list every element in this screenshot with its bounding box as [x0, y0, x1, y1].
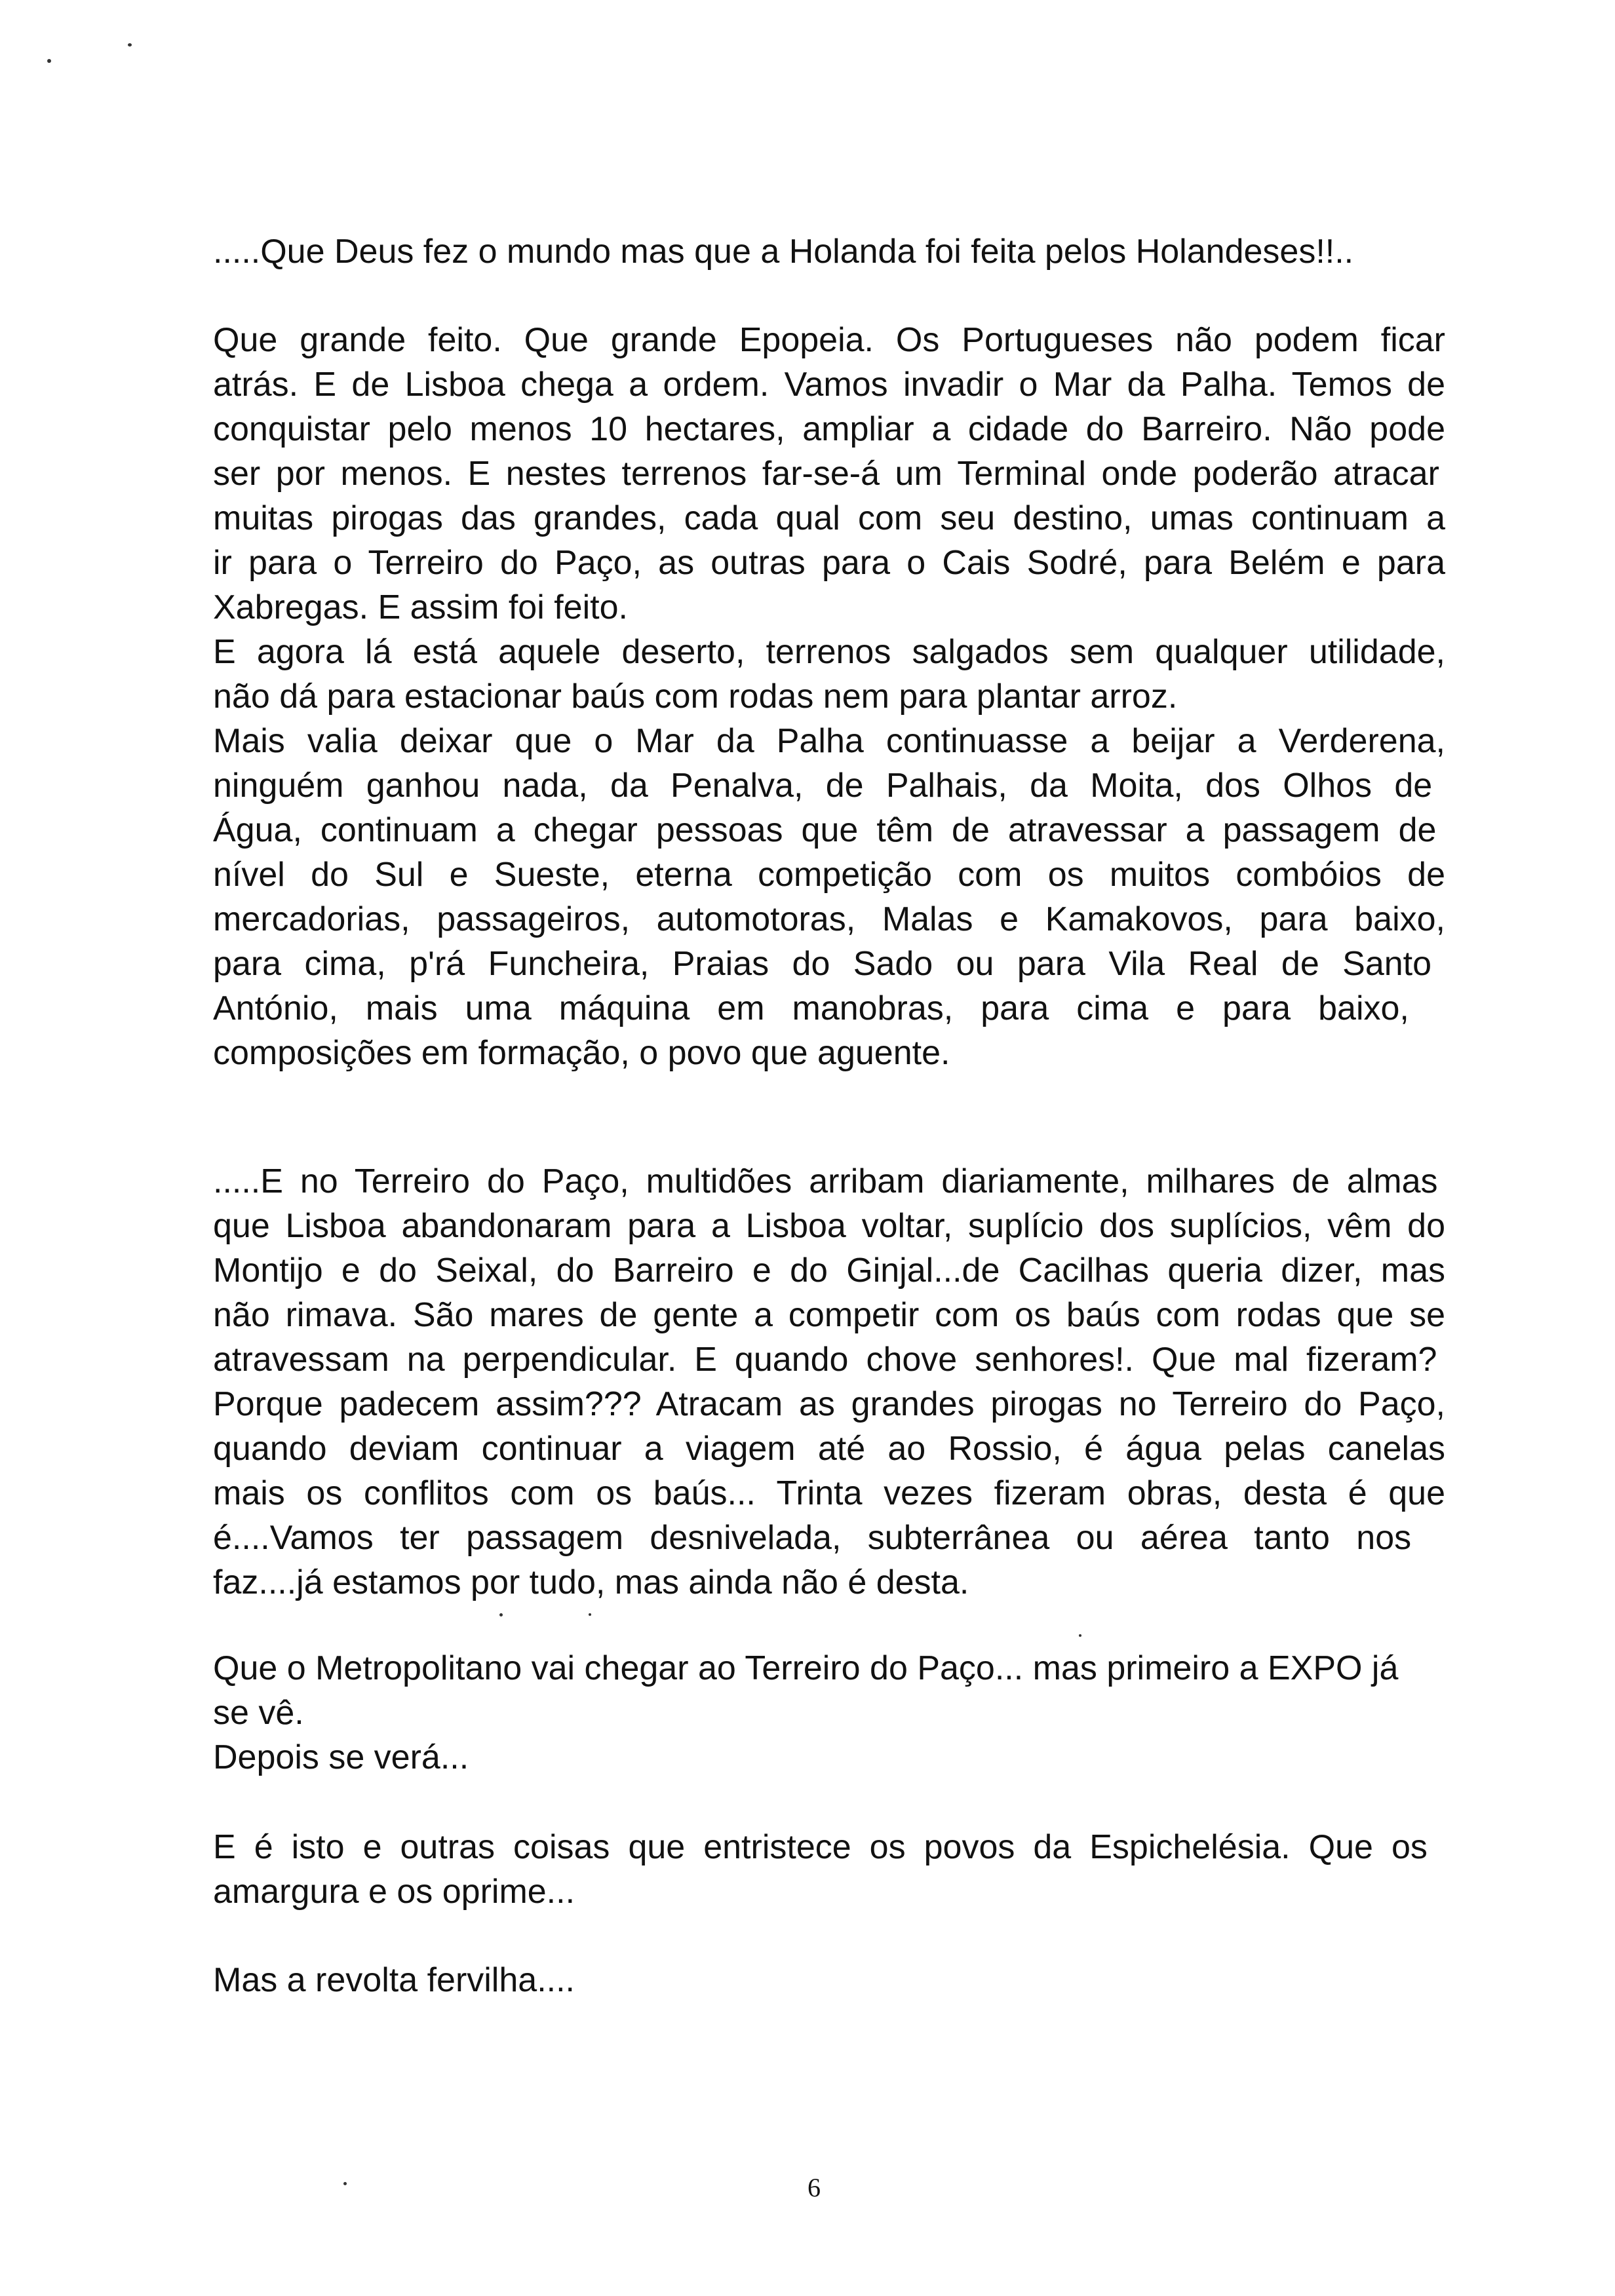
paragraph-7-line: E é isto e outras coisas que entristece os povos da Espichelésia. Que os	[213, 1828, 1428, 1866]
paragraph-1-line: muitas pirogas das grandes, cada qual com seu destino, umas continuam a	[213, 499, 1445, 537]
paragraph-3-line: para cima, p'rá Funcheira, Praias do Sado ou para Vila Real de Santo	[213, 945, 1432, 983]
paragraph-3-line: Água, continuam a chegar pessoas que têm de atravessar a passagem de	[213, 811, 1437, 849]
paragraph-4-line: faz....já estamos por tudo, mas ainda não é desta.	[213, 1563, 969, 1601]
scan-speck	[1079, 1634, 1081, 1637]
paragraph-2	[213, 630, 1445, 719]
paragraph-3	[213, 719, 1445, 1075]
paragraph-4-line: não rimava. São mares de gente a competir com os baús com rodas que se	[213, 1296, 1445, 1334]
paragraph-3-line: mercadorias, passageiros, automotoras, Malas e Kamakovos, para baixo,	[213, 900, 1445, 938]
scan-speck	[589, 1613, 591, 1616]
paragraph-3-line: nível do Sul e Sueste, eterna competição com os muitos combóios de	[213, 856, 1445, 894]
opening-line-block	[213, 229, 1445, 274]
paragraph-4-line: é....Vamos ter passagem desnivelada, subterrânea ou aérea tanto nos	[213, 1519, 1412, 1557]
paragraph-5-line: Que o Metropolitano vai chegar ao Terreiro do Paço... mas primeiro a EXPO já	[213, 1649, 1399, 1687]
scan-speck	[47, 59, 51, 63]
paragraph-5-line: se vê.	[213, 1694, 304, 1732]
paragraph-2-line: não dá para estacionar baús com rodas nem para plantar arroz.	[213, 678, 1178, 716]
paragraph-8	[213, 1958, 1445, 2002]
paragraph-4-line: Montijo e do Seixal, do Barreiro e do Ginjal...de Cacilhas queria dizer, mas	[213, 1252, 1445, 1290]
paragraph-7-line: amargura e os oprime...	[213, 1873, 575, 1911]
scan-speck	[343, 2182, 347, 2185]
paragraph-6-line: Depois se verá...	[213, 1738, 469, 1776]
paragraph-1-line: atrás. E de Lisboa chega a ordem. Vamos invadir o Mar da Palha. Temos de	[213, 366, 1445, 404]
paragraph-1-line: Xabregas. E assim foi feito.	[213, 588, 628, 626]
paragraph-1-line: conquistar pelo menos 10 hectares, ampliar a cidade do Barreiro. Não pode	[213, 410, 1445, 448]
paragraph-3-line: ninguém ganhou nada, da Penalva, de Palhais, da Moita, dos Olhos de	[213, 767, 1433, 805]
paragraph-1-line: ir para o Terreiro do Paço, as outras para o Cais Sodré, para Belém e para	[213, 544, 1445, 582]
paragraph-4-line: atravessam na perpendicular. E quando chove senhores!. Que mal fizeram?	[213, 1341, 1437, 1379]
paragraph-1-line: ser por menos. E nestes terrenos far-se-á um Terminal onde poderão atracar	[213, 455, 1439, 493]
paragraph-3-line: António, mais uma máquina em manobras, para cima e para baixo,	[213, 989, 1409, 1027]
page-number: 6	[808, 2173, 821, 2202]
paragraph-1-line: Que grande feito. Que grande Epopeia. Os Portugueses não podem ficar	[213, 321, 1445, 359]
paragraph-4-line: mais os conflitos com os baús... Trinta vezes fizeram obras, desta é que	[213, 1474, 1445, 1512]
paragraph-8-line: Mas a revolta fervilha....	[213, 1961, 575, 1999]
paragraph-4-line: que Lisboa abandonaram para a Lisboa voltar, suplício dos suplícios, vêm do	[213, 1207, 1445, 1245]
paragraph-7	[213, 1825, 1445, 1914]
paragraph-2-line: E agora lá está aquele deserto, terrenos salgados sem qualquer utilidade,	[213, 633, 1445, 671]
paragraph-4-line: .....E no Terreiro do Paço, multidões arribam diariamente, milhares de almas	[213, 1162, 1438, 1200]
paragraph-4-line: Porque padecem assim??? Atracam as grandes pirogas no Terreiro do Paço,	[213, 1385, 1445, 1423]
paragraph-6	[213, 1735, 1445, 1780]
paragraph-3-line: composições em formação, o povo que aguente.	[213, 1034, 950, 1072]
paragraph-4	[213, 1159, 1445, 1605]
paragraph-5	[213, 1646, 1445, 1735]
paragraph-3-line: Mais valia deixar que o Mar da Palha continuasse a beijar a Verderena,	[213, 722, 1445, 760]
scan-speck	[128, 43, 132, 47]
paragraph-1	[213, 318, 1445, 630]
opening-line: .....Que Deus fez o mundo mas que a Holanda foi feita pelos Holandeses!!..	[213, 233, 1354, 271]
scan-speck	[499, 1613, 503, 1617]
paragraph-4-line: quando deviam continuar a viagem até ao Rossio, é água pelas canelas	[213, 1430, 1445, 1468]
